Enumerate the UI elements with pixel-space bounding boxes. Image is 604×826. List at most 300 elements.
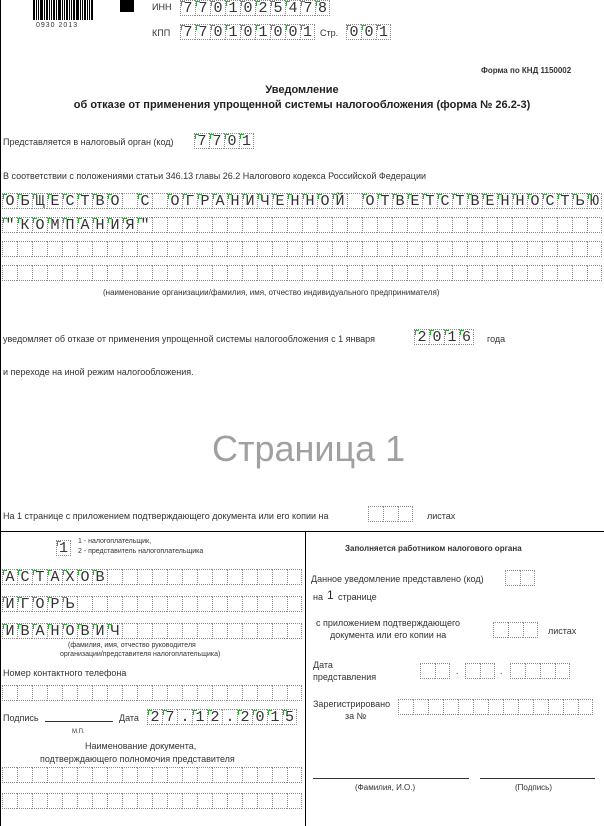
page-label: Стр.: [320, 28, 339, 38]
form-title: Уведомление: [265, 84, 339, 96]
char-cell: 1: [225, 0, 240, 16]
char-cell: Т: [77, 193, 92, 209]
char-cell: 0: [240, 0, 255, 16]
fill-mark: [33, 194, 37, 199]
registered-label-1: Зарегистрировано: [313, 699, 391, 709]
officer-name-line: [313, 778, 469, 779]
char-cell: [137, 623, 152, 639]
char-cell: И: [107, 217, 122, 233]
fill-mark: [78, 218, 82, 223]
char-cell: [332, 217, 347, 233]
fill-mark: [211, 1, 215, 6]
fill-mark: [196, 25, 200, 30]
char-cell: [302, 265, 317, 281]
char-cell: [422, 241, 437, 257]
fill-mark: [93, 218, 97, 223]
char-cell: Ю: [587, 193, 602, 209]
char-cell: С: [62, 193, 77, 209]
char-cell: Й: [332, 193, 347, 209]
fill-mark: [226, 1, 230, 6]
char-cell: [137, 241, 152, 257]
char-cell: [152, 217, 167, 233]
fill-mark: [33, 570, 37, 575]
char-cell: 0: [240, 24, 255, 40]
char-cell: [332, 265, 347, 281]
fill-mark: [138, 194, 142, 199]
fill-mark: [48, 597, 52, 602]
char-cell: [377, 217, 392, 233]
fill-mark: [63, 218, 67, 223]
org-name-row-1: [2, 193, 602, 209]
char-cell: [317, 265, 332, 281]
fill-mark: [363, 194, 367, 199]
char-cell: [257, 685, 272, 701]
payer-option-1: 1 - налогоплательщик,: [78, 538, 152, 545]
char-cell: [137, 569, 152, 585]
pages-line-suffix: листах: [427, 511, 456, 521]
char-cell: [362, 241, 377, 257]
char-cell: [467, 241, 482, 257]
barcode-bar: [33, 0, 35, 20]
char-cell: [257, 596, 272, 612]
form-subtitle: об отказе от применения упрощенной системы налогообложения (форма № 26.2-3): [73, 99, 531, 111]
char-cell: [392, 265, 407, 281]
char-cell: Ь: [62, 596, 77, 612]
char-cell: Е: [407, 193, 422, 209]
char-cell: 7: [180, 0, 195, 16]
char-cell: [17, 241, 32, 257]
fill-mark: [286, 25, 290, 30]
date-submitted-label-1: Дата: [313, 660, 333, 670]
char-cell: [47, 685, 62, 701]
fill-mark: [438, 194, 442, 199]
char-cell: [362, 217, 377, 233]
char-cell: [257, 217, 272, 233]
char-cell: Ь: [572, 193, 587, 209]
fill-mark: [183, 194, 187, 199]
char-cell: [482, 241, 497, 257]
char-cell: [272, 265, 287, 281]
fill-mark: [273, 194, 277, 199]
char-cell: [557, 241, 572, 257]
fill-mark: [393, 194, 397, 199]
char-cell: [92, 685, 107, 701]
char-cell: И: [92, 623, 107, 639]
inn-field: [180, 0, 330, 16]
char-cell: [152, 265, 167, 281]
fill-mark: [210, 134, 214, 139]
char-cell: Н: [227, 193, 242, 209]
year-field: [414, 329, 474, 345]
basis-text: В соответствии с положениями статьи 346.13 главы 26.2 Налогового кодекса Российской Федерации: [3, 171, 427, 181]
char-cell: [107, 685, 122, 701]
char-cell: О: [527, 193, 542, 209]
char-cell: Т: [452, 193, 467, 209]
char-cell: [32, 793, 47, 809]
fill-mark: [445, 330, 449, 335]
submitted-day-field: [420, 663, 450, 679]
char-cell: [242, 793, 257, 809]
fill-mark: [301, 25, 305, 30]
char-cell: [302, 241, 317, 257]
char-cell: [347, 265, 362, 281]
char-cell: [212, 623, 227, 639]
char-cell: 7: [209, 133, 224, 149]
char-cell: [422, 217, 437, 233]
char-cell: [317, 241, 332, 257]
char-cell: 7: [162, 709, 177, 725]
char-cell: [287, 685, 302, 701]
char-cell: [152, 623, 167, 639]
char-cell: [287, 241, 302, 257]
char-cell: Б: [17, 193, 32, 209]
fill-mark: [48, 194, 52, 199]
char-cell: П: [62, 217, 77, 233]
doc-name-row-1: [2, 767, 302, 783]
char-cell: [197, 623, 212, 639]
char-cell: [272, 569, 287, 585]
char-cell: [242, 685, 257, 701]
char-cell: [465, 663, 480, 679]
char-cell: [512, 217, 527, 233]
inn-label: ИНН: [152, 2, 172, 12]
char-cell: [122, 241, 137, 257]
char-cell: [182, 569, 197, 585]
char-cell: [17, 265, 32, 281]
char-cell: [92, 596, 107, 612]
char-cell: [107, 793, 122, 809]
char-cell: [497, 241, 512, 257]
fill-mark: [543, 194, 547, 199]
char-cell: 0: [429, 329, 444, 345]
char-cell: О: [2, 193, 17, 209]
char-cell: [77, 265, 92, 281]
fill-mark: [48, 570, 52, 575]
char-cell: О: [77, 569, 92, 585]
char-cell: 0: [361, 24, 376, 40]
date-label: Дата: [119, 713, 139, 723]
char-cell: [122, 623, 137, 639]
org-name-row-4: [2, 265, 602, 281]
char-cell: [473, 699, 488, 715]
fill-mark: [33, 624, 37, 629]
barcode-bar: [73, 0, 75, 20]
char-cell: 0: [210, 0, 225, 16]
submitted-code-field: [505, 570, 535, 586]
char-cell: [272, 793, 287, 809]
fill-mark: [226, 25, 230, 30]
org-caption: (наименование организации/фамилия, имя, отчество индивидуального предпринимателя): [103, 288, 440, 297]
fill-mark: [253, 710, 257, 715]
fill-mark: [18, 597, 22, 602]
barcode-bar: [58, 0, 61, 20]
char-cell: [62, 241, 77, 257]
doc-caption-2: подтверждающего полномочия представителя: [40, 754, 235, 764]
fio-caption-1: (фамилия, имя, отчество руководителя: [68, 642, 196, 649]
fill-mark: [78, 570, 82, 575]
fill-mark: [423, 194, 427, 199]
barcode-bar: [44, 0, 45, 20]
surname-field: [2, 569, 302, 585]
char-cell: [257, 569, 272, 585]
fill-mark: [48, 218, 52, 223]
char-cell: [167, 685, 182, 701]
char-cell: 7: [195, 24, 210, 40]
char-cell: Т: [32, 569, 47, 585]
pages-count: 1: [327, 588, 334, 602]
char-cell: [152, 685, 167, 701]
char-cell: Е: [272, 193, 287, 209]
char-cell: [257, 767, 272, 783]
char-cell: [137, 596, 152, 612]
char-cell: [2, 241, 17, 257]
barcode-bar: [84, 0, 86, 20]
char-cell: 0: [224, 133, 239, 149]
char-cell: [17, 793, 32, 809]
char-cell: [563, 699, 578, 715]
char-cell: [62, 265, 77, 281]
tax-organ-code-field: [194, 133, 254, 149]
fill-mark: [195, 134, 199, 139]
fill-mark: [453, 194, 457, 199]
char-cell: [122, 685, 137, 701]
page-watermark: Страница 1: [212, 428, 406, 469]
fill-mark: [558, 194, 562, 199]
kpp-field: [180, 24, 315, 40]
char-cell: [407, 217, 422, 233]
char-cell: [428, 699, 443, 715]
char-cell: [257, 241, 272, 257]
tax-officer-header: Заполняется работником налогового органа: [345, 544, 522, 553]
char-cell: [435, 663, 450, 679]
char-cell: [77, 241, 92, 257]
char-cell: [212, 596, 227, 612]
char-cell: [62, 767, 77, 783]
char-cell: [107, 569, 122, 585]
char-cell: [508, 622, 523, 638]
tax-organ-label: Представляется в налоговый орган (код): [3, 137, 174, 147]
char-cell: Р: [47, 596, 62, 612]
char-cell: [212, 241, 227, 257]
char-cell: 2: [237, 709, 252, 725]
char-cell: 8: [315, 0, 330, 16]
char-cell: С: [137, 193, 152, 209]
char-cell: [77, 793, 92, 809]
char-cell: [227, 596, 242, 612]
fill-mark: [378, 194, 382, 199]
char-cell: [527, 265, 542, 281]
char-cell: [377, 265, 392, 281]
corner-marker: [120, 0, 134, 12]
char-cell: [377, 241, 392, 257]
signature-line: [45, 721, 113, 722]
char-cell: [242, 217, 257, 233]
officer-name-caption: (Фамилия, И.О.): [355, 783, 416, 792]
char-cell: [167, 569, 182, 585]
char-cell: 2: [255, 0, 270, 16]
fill-mark: [48, 624, 52, 629]
fill-mark: [93, 624, 97, 629]
fill-mark: [181, 1, 185, 6]
fill-mark: [460, 330, 464, 335]
char-cell: [392, 217, 407, 233]
barcode-bar: [38, 0, 39, 20]
payer-code-field: [56, 540, 71, 556]
barcode-bar: [69, 0, 70, 20]
char-cell: [182, 241, 197, 257]
fill-mark: [238, 710, 242, 715]
fill-mark: [196, 1, 200, 6]
pages-prefix: на: [313, 592, 323, 602]
fill-mark: [573, 194, 577, 199]
char-cell: [122, 193, 137, 209]
char-cell: [77, 596, 92, 612]
char-cell: [572, 265, 587, 281]
char-cell: [505, 570, 520, 586]
char-cell: [107, 241, 122, 257]
char-cell: 0: [270, 24, 285, 40]
barcode-bar: [62, 0, 63, 20]
patronymic-field: [2, 623, 302, 639]
barcode-bar: [36, 0, 37, 20]
char-cell: [182, 793, 197, 809]
char-cell: [523, 622, 538, 638]
char-cell: [137, 265, 152, 281]
char-cell: [452, 217, 467, 233]
char-cell: 2: [147, 709, 162, 725]
char-cell: Т: [557, 193, 572, 209]
char-cell: [407, 265, 422, 281]
fill-mark: [93, 194, 97, 199]
payer-option-2: 2 - представитель налогоплательщика: [78, 548, 204, 555]
doc-name-row-2: [2, 793, 302, 809]
char-cell: [242, 623, 257, 639]
char-cell: [482, 217, 497, 233]
fill-mark: [33, 597, 37, 602]
char-cell: [167, 623, 182, 639]
char-cell: Н: [302, 193, 317, 209]
fill-mark: [268, 710, 272, 715]
barcode-bar: [40, 0, 43, 20]
char-cell: 0: [210, 24, 225, 40]
barcode-bar: [46, 0, 48, 20]
barcode-number: 0930 2013: [36, 22, 79, 29]
fill-mark: [18, 218, 22, 223]
fill-mark: [258, 194, 262, 199]
char-cell: 7: [194, 133, 209, 149]
fill-mark: [63, 570, 67, 575]
fill-mark: [415, 330, 419, 335]
fill-mark: [78, 624, 82, 629]
char-cell: ": [137, 217, 152, 233]
char-cell: В: [467, 193, 482, 209]
char-cell: [512, 265, 527, 281]
fill-mark: [57, 541, 61, 546]
char-cell: [47, 767, 62, 783]
char-cell: Щ: [32, 193, 47, 209]
char-cell: Я: [122, 217, 137, 233]
fill-mark: [108, 218, 112, 223]
fill-mark: [303, 194, 307, 199]
phone-field: [2, 685, 302, 701]
char-cell: 1: [255, 24, 270, 40]
char-cell: [437, 217, 452, 233]
char-cell: 6: [459, 329, 474, 345]
org-name-row-3: [2, 241, 602, 257]
date-dot-1: .: [456, 666, 459, 676]
fill-mark: [256, 25, 260, 30]
org-name-row-2: [2, 217, 602, 233]
fill-mark: [181, 25, 185, 30]
char-cell: К: [17, 217, 32, 233]
fill-mark: [3, 597, 7, 602]
char-cell: [152, 193, 167, 209]
char-cell: 0: [285, 24, 300, 40]
char-cell: [2, 685, 17, 701]
char-cell: 1: [239, 133, 254, 149]
char-cell: 1: [444, 329, 459, 345]
barcode-bar: [80, 0, 81, 20]
char-cell: 4: [285, 0, 300, 16]
char-cell: [557, 265, 572, 281]
fill-mark: [123, 218, 127, 223]
char-cell: [398, 506, 413, 522]
char-cell: [227, 793, 242, 809]
char-cell: О: [32, 596, 47, 612]
char-cell: 1: [376, 24, 391, 40]
char-cell: [167, 767, 182, 783]
char-cell: [2, 767, 17, 783]
first-name-field: [2, 596, 302, 612]
notice-text: уведомляет об отказе от применения упрощенной системы налогообложения с 1 января: [3, 334, 375, 344]
char-cell: [392, 241, 407, 257]
attachment-pages-field: [368, 506, 413, 522]
char-cell: [122, 569, 137, 585]
char-cell: 7: [195, 0, 210, 16]
char-cell: [167, 217, 182, 233]
char-cell: [167, 596, 182, 612]
char-cell: [32, 241, 47, 257]
char-cell: И: [2, 596, 17, 612]
char-cell: [242, 596, 257, 612]
char-cell: В: [77, 623, 92, 639]
barcode-bar: [51, 0, 52, 20]
fill-mark: [63, 194, 67, 199]
char-cell: [437, 241, 452, 257]
char-cell: [182, 265, 197, 281]
fill-mark: [288, 194, 292, 199]
char-cell: 7: [180, 24, 195, 40]
char-cell: [152, 569, 167, 585]
char-cell: [77, 685, 92, 701]
fill-mark: [286, 1, 290, 6]
char-cell: [152, 241, 167, 257]
char-cell: Н: [92, 217, 107, 233]
char-cell: [107, 265, 122, 281]
registration-number-field: [398, 699, 593, 715]
char-cell: [242, 241, 257, 257]
fill-mark: [108, 194, 112, 199]
char-cell: С: [437, 193, 452, 209]
char-cell: В: [392, 193, 407, 209]
fill-mark: [362, 25, 366, 30]
char-cell: [152, 767, 167, 783]
char-cell: Н: [497, 193, 512, 209]
char-cell: [197, 265, 212, 281]
char-cell: [197, 685, 212, 701]
char-cell: В: [92, 569, 107, 585]
char-cell: [287, 569, 302, 585]
